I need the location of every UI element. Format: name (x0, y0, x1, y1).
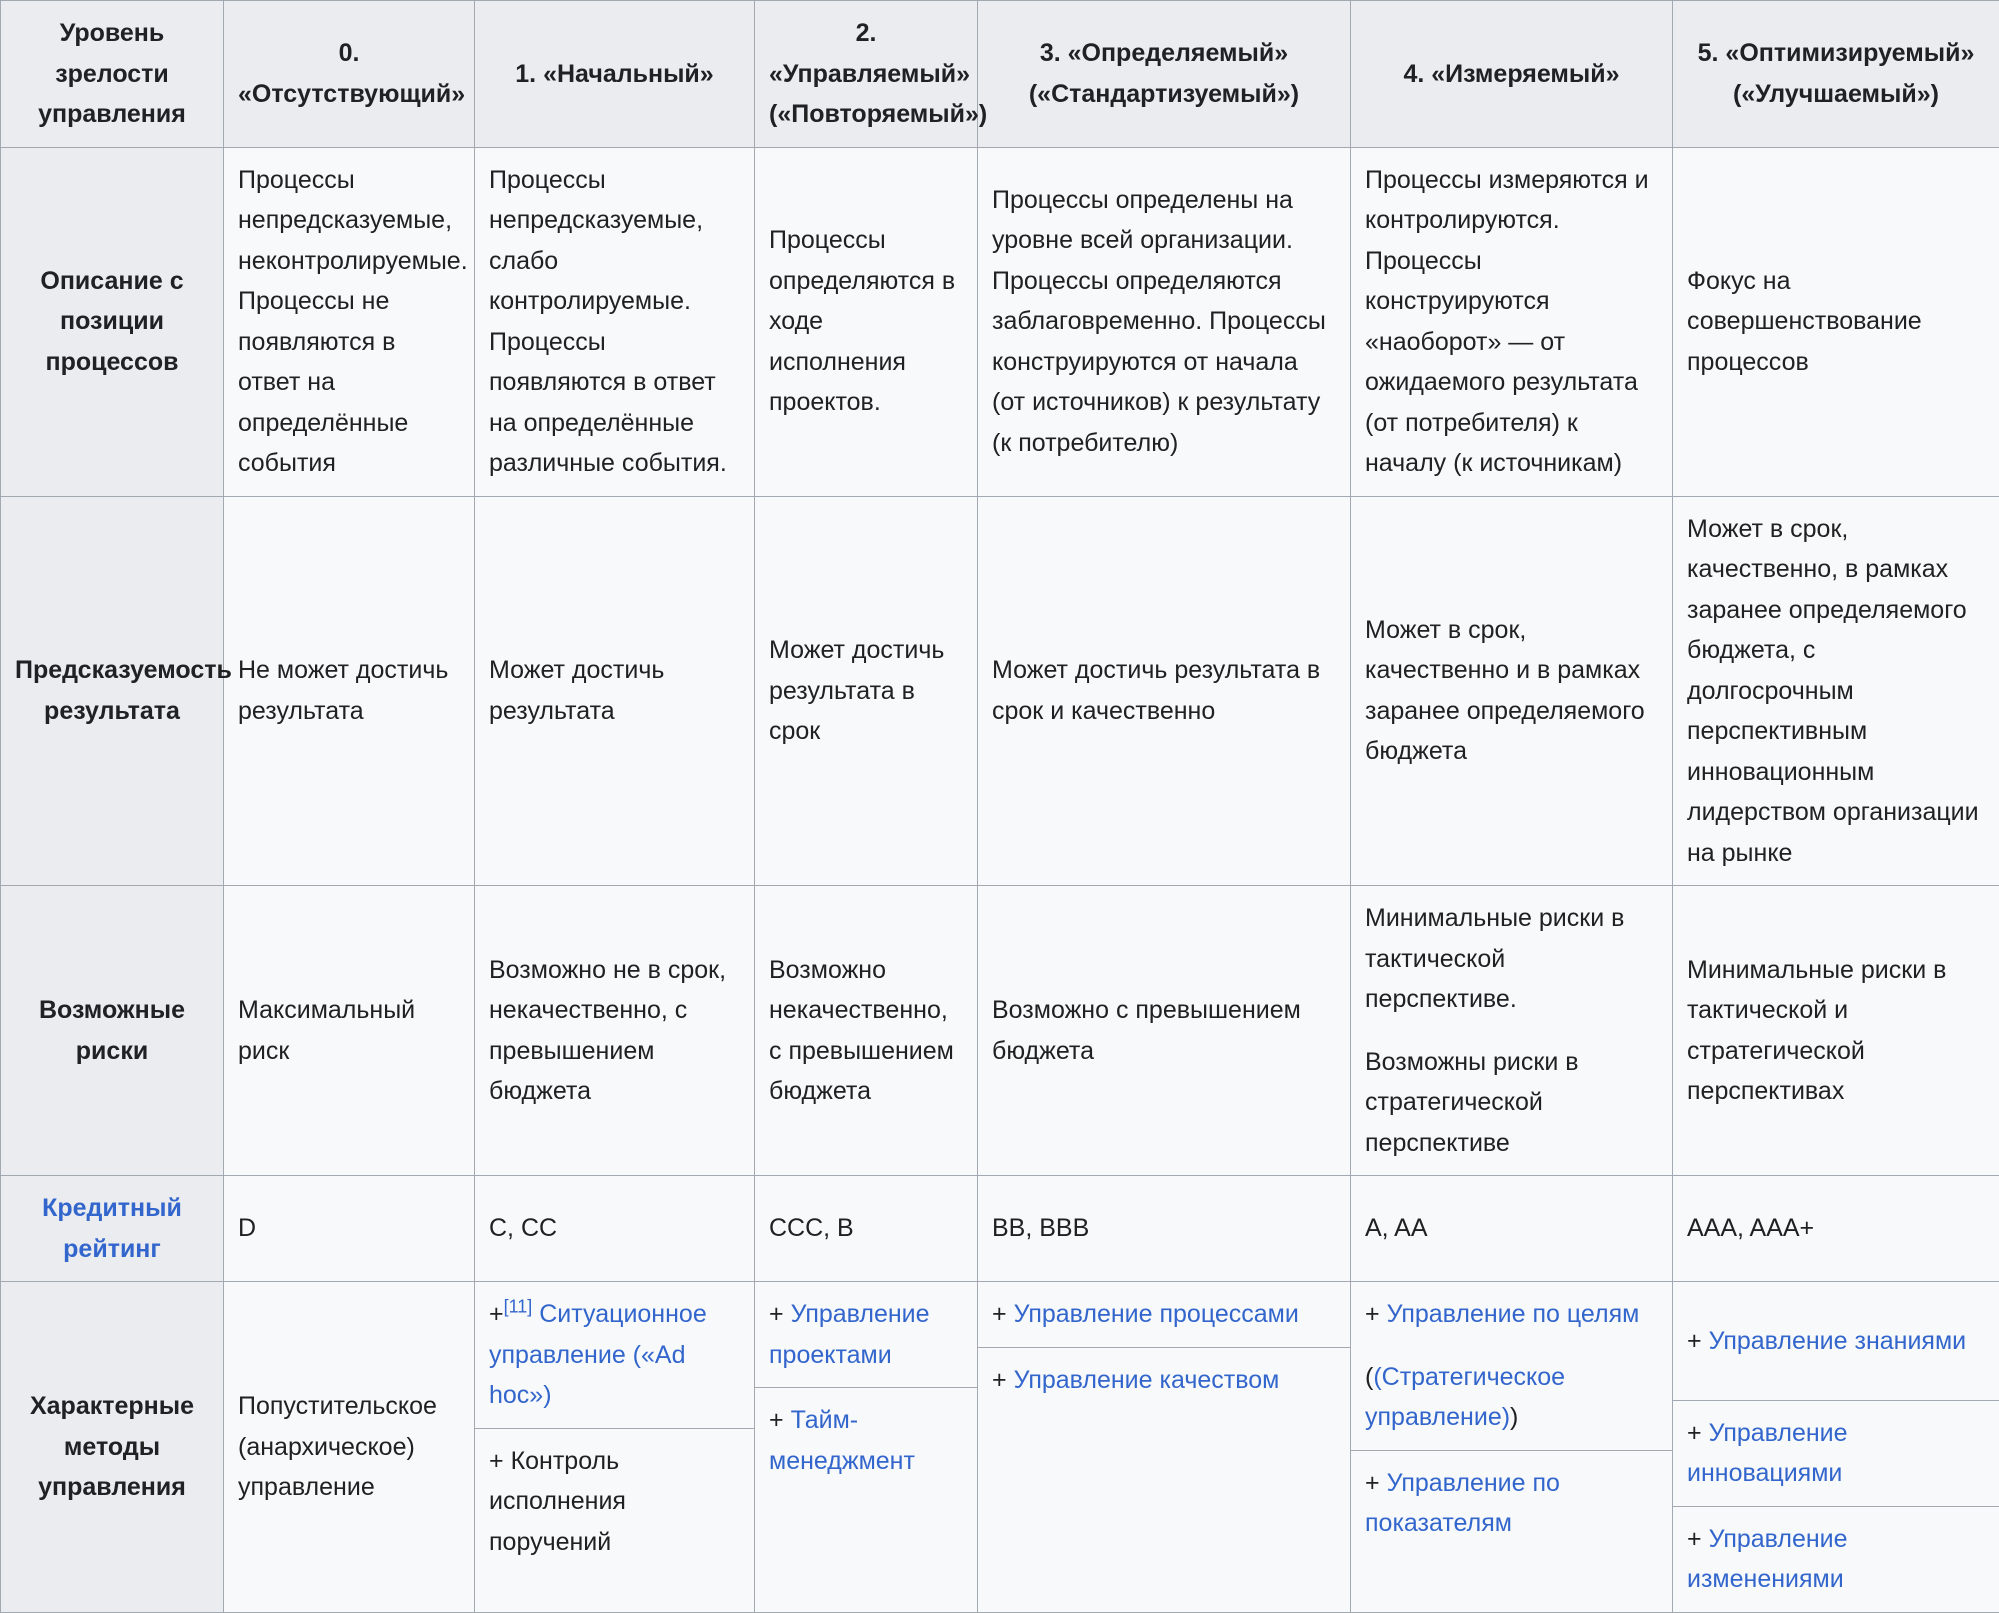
cell-management-methods-0: Попустительское (анархическое) управление (224, 1282, 475, 1613)
method-item-change-management (1673, 1506, 1999, 1612)
method-subrow (1351, 1450, 1672, 1556)
link-management-by-indicators[interactable]: Управление по показателям (1365, 1469, 1560, 1538)
table-row-management-methods (1, 1282, 1999, 1613)
text-order-control: Контроль исполнения поручений (489, 1447, 626, 1556)
plus-sign: + (489, 1300, 504, 1328)
table-row-process-description (1, 147, 1999, 496)
plus-sign: + (769, 1300, 784, 1328)
method-subrow (978, 1282, 1350, 1347)
cell-process-description-1: Процессы непредсказуемые, слабо контролируемые. Процессы появляются в ответ на определённые различные события. (475, 147, 755, 496)
cell-result-predictability-0: Не может достичь результата (224, 496, 475, 886)
method-item-project-management (755, 1282, 977, 1388)
plus-sign: + (769, 1406, 784, 1434)
plus-sign: + (1687, 1327, 1702, 1355)
cell-management-methods-1 (475, 1282, 755, 1613)
method-item-time-management (755, 1388, 977, 1494)
method-item-ad-hoc (475, 1282, 754, 1428)
cell-management-methods-2 (755, 1282, 978, 1613)
cell-process-description-2: Процессы определяются в ходе исполнения проектов. (755, 147, 978, 496)
table-row-credit-rating (1, 1176, 1999, 1282)
method-subrow (1673, 1506, 1999, 1612)
plus-sign: + (1365, 1300, 1380, 1328)
method-item-management-by-indicators (1351, 1450, 1672, 1556)
plus-sign: + (1365, 1469, 1380, 1497)
risk-paragraph-tactical: Минимальные риски в тактической перспективе. (1365, 898, 1658, 1020)
table-row-result-predictability (1, 496, 1999, 886)
link-process-management[interactable]: Управление процессами (1014, 1300, 1299, 1328)
risk-paragraph-strategic: Возможны риски в стратегической перспективе (1365, 1042, 1658, 1164)
link-strategic-management[interactable]: (Стратегическое управление) (1365, 1363, 1565, 1432)
link-innovation-management[interactable]: Управление инновациями (1687, 1419, 1848, 1488)
row-header-credit-rating (1, 1176, 224, 1282)
method-item-order-control (475, 1428, 754, 1574)
cell-management-methods-4 (1351, 1282, 1673, 1613)
method-subrow (755, 1282, 977, 1388)
link-knowledge-management[interactable]: Управление знаниями (1709, 1327, 1967, 1355)
plus-sign: + (992, 1366, 1007, 1394)
cell-credit-rating-5: AAA, AAA+ (1673, 1176, 1999, 1282)
method-subrow (1351, 1282, 1672, 1450)
row-header-result-predictability: Предсказуемость результата (1, 496, 224, 886)
row-header-process-description: Описание с позиции процессов (1, 147, 224, 496)
mbo-line-2 (1365, 1357, 1658, 1438)
method-item-management-by-objectives (1351, 1282, 1672, 1450)
cell-credit-rating-2: CCC, B (755, 1176, 978, 1282)
plus-sign: + (992, 1300, 1007, 1328)
table-header-row (1, 1, 1999, 148)
cell-management-methods-5 (1673, 1282, 1999, 1613)
cell-result-predictability-2: Может достичь результата в срок (755, 496, 978, 886)
column-header-level-0: 0. «Отсутствующий» (224, 1, 475, 148)
cell-credit-rating-0: D (224, 1176, 475, 1282)
method-item-quality-management (978, 1347, 1350, 1412)
cell-process-description-3: Процессы определены на уровне всей организации. Процессы определяются заблаговременно. Процессы конструируются от начала (от источников) к результату (к потребителю) (978, 147, 1351, 496)
column-header-level-2: 2. «Управляемый» («Повторяемый») (755, 1, 978, 148)
reference-marker-11[interactable]: [11] (504, 1297, 533, 1317)
cell-process-description-0: Процессы непредсказуемые, неконтролируемые. Процессы не появляются в ответ на определённые события (224, 147, 475, 496)
method-item-knowledge-management (1673, 1282, 1999, 1400)
column-header-level-5: 5. «Оптимизируемый» («Улучшаемый») (1673, 1, 1999, 148)
link-quality-management[interactable]: Управление качеством (1014, 1366, 1280, 1394)
cell-result-predictability-5: Может в срок, качественно, в рамках заранее определяемого бюджета, с долгосрочным перспективным инновационным лидерством организации на рынке (1673, 496, 1999, 886)
cell-result-predictability-1: Может достичь результата (475, 496, 755, 886)
cell-process-description-4: Процессы измеряются и контролируются. Процессы конструируются «наоборот» — от ожидаемого результата (от потребителя) к началу (к источникам) (1351, 147, 1673, 496)
cell-possible-risks-2: Возможно некачественно, с превышением бюджета (755, 886, 978, 1176)
method-subrow (1673, 1282, 1999, 1400)
cell-possible-risks-1: Возможно не в срок, некачественно, с превышением бюджета (475, 886, 755, 1176)
link-project-management[interactable]: Управление проектами (769, 1300, 930, 1369)
method-subrow (755, 1388, 977, 1494)
plus-sign: + (489, 1447, 504, 1475)
table-row-possible-risks (1, 886, 1999, 1176)
plus-sign: + (1687, 1525, 1702, 1553)
cell-credit-rating-3: BB, BBB (978, 1176, 1351, 1282)
column-header-maturity-level: Уровень зрелости управления (1, 1, 224, 148)
method-subrow (475, 1282, 754, 1428)
cell-result-predictability-4: Может в срок, качественно и в рамках заранее определяемого бюджета (1351, 496, 1673, 886)
method-item-innovation-management (1673, 1400, 1999, 1506)
row-header-possible-risks: Возможные риски (1, 886, 224, 1176)
cell-process-description-5: Фокус на совершенствование процессов (1673, 147, 1999, 496)
cell-possible-risks-4 (1351, 886, 1673, 1176)
mbo-line-1 (1365, 1294, 1658, 1335)
row-header-management-methods: Характерные методы управления (1, 1282, 224, 1613)
text-close-paren: ) (1510, 1403, 1518, 1431)
link-change-management[interactable]: Управление изменениями (1687, 1525, 1848, 1594)
column-header-level-3: 3. «Определяемый» («Стандартизуемый») (978, 1, 1351, 148)
text-strategic-management-paren: ( (1365, 1363, 1373, 1391)
cell-credit-rating-4: A, AA (1351, 1176, 1673, 1282)
method-subrow (475, 1428, 754, 1574)
link-management-by-objectives[interactable]: Управление по целям (1387, 1300, 1640, 1328)
cell-possible-risks-0: Максимальный риск (224, 886, 475, 1176)
cell-result-predictability-3: Может достичь результата в срок и качественно (978, 496, 1351, 886)
credit-rating-link[interactable]: Кредитный рейтинг (42, 1194, 182, 1263)
cell-credit-rating-1: C, CC (475, 1176, 755, 1282)
method-item-process-management (978, 1282, 1350, 1347)
cell-possible-risks-5: Минимальные риски в тактической и стратегической перспективах (1673, 886, 1999, 1176)
method-subrow (978, 1347, 1350, 1412)
cell-possible-risks-3: Возможно с превышением бюджета (978, 886, 1351, 1176)
link-situational-management[interactable]: Ситуационное управление («Ad hoc») (489, 1300, 707, 1409)
column-header-level-1: 1. «Начальный» (475, 1, 755, 148)
method-subrow (1673, 1400, 1999, 1506)
plus-sign: + (1687, 1419, 1702, 1447)
cell-management-methods-3 (978, 1282, 1351, 1613)
link-time-management[interactable]: Тайм-менеджмент (769, 1406, 915, 1475)
column-header-level-4: 4. «Измеряемый» (1351, 1, 1673, 148)
